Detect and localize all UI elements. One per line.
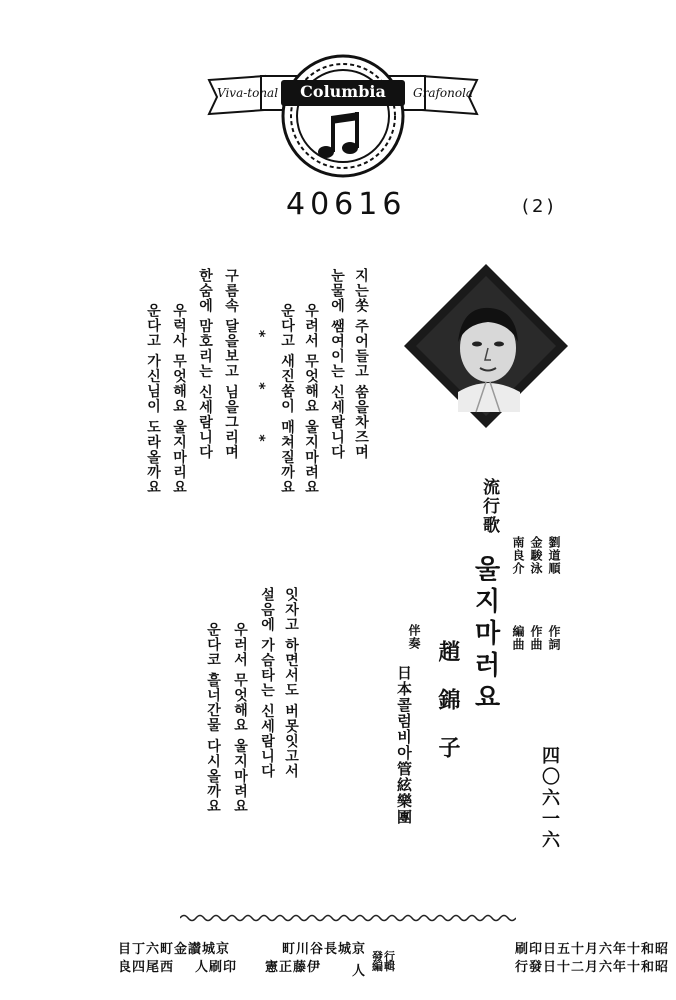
lyric-line: 구름속 달을보고 님을그리며: [223, 268, 239, 460]
lyricist-name: 劉道順: [547, 536, 561, 575]
lyric-line: 운다코 흘너간물 다시올까요: [205, 622, 221, 814]
verse-separator: * * *: [251, 330, 267, 462]
columbia-logo: [205, 40, 481, 180]
logo-banner-left: Viva-tonal: [217, 86, 279, 100]
imprint-publisher-name: 伊藤正憲: [265, 960, 322, 975]
logo-brand-name: Columbia: [300, 82, 386, 101]
imprint-publisher-address: 京城長谷川町: [282, 942, 367, 957]
lyric-line: 지는쏫 주어들고 쑴을차즈며: [353, 268, 369, 460]
imprint-publisher-label: 發行 編輯: [372, 950, 396, 973]
lyric-line: 우러서 무엇해요 울지마려요: [232, 622, 248, 814]
accompaniment-name: 日本콜럼비아管絃樂團: [395, 665, 413, 825]
singer-name: 趙錦子: [435, 640, 460, 784]
imprint-printer-role: 印刷人: [195, 960, 238, 975]
catalog-number: 40616: [286, 187, 407, 222]
lyric-line: 운다고 새진쑴이 매쳐질까요: [279, 303, 295, 495]
imprint-printer-name: 西尾四良: [118, 960, 175, 975]
imprint-divider: [180, 913, 516, 923]
imprint-publisher-role: 人: [352, 964, 367, 979]
columbia-logo-graphic: [205, 40, 481, 180]
genre-label: 流行歌: [479, 478, 499, 535]
lyric-line: 눈물에 쌤여이는 신세람니다: [329, 268, 345, 460]
composer-name: 金駿泳: [529, 536, 543, 575]
arranger-name: 南良介: [511, 536, 525, 575]
lyric-line: 설음에 가슴타는 신세람니다: [259, 587, 275, 779]
logo-banner-right: Grafonola: [413, 86, 474, 100]
imprint-printed-date: 昭和十年六月十五日印刷: [515, 942, 670, 957]
lyric-line: 우럭사 무엇해요 울지마리요: [171, 303, 187, 495]
lyricist-role: 作詞: [547, 625, 561, 651]
lyric-line: 우려서 무엇해요 울지마려요: [303, 303, 319, 495]
side-indicator: (2): [522, 196, 557, 217]
song-title: 울지마러요: [470, 555, 500, 715]
imprint-printer-address: 京城讃金町六丁目: [118, 942, 231, 957]
lyric-line: 운다고 가신님이 도라올까요: [145, 303, 161, 495]
singer-portrait: [402, 262, 570, 430]
composer-role: 作曲: [529, 625, 543, 651]
arranger-role: 編曲: [511, 625, 525, 651]
lyric-line: 잇자고 하면서도 버못잇고서: [283, 587, 299, 779]
lyric-line: 한숨에 맘호리는 신세람니다: [197, 268, 213, 460]
accompaniment-label: 伴奏: [407, 624, 421, 650]
imprint-issued-date: 昭和十年六月二十日發行: [515, 960, 670, 975]
catalog-number-kanji: 四〇六一六: [539, 746, 560, 851]
